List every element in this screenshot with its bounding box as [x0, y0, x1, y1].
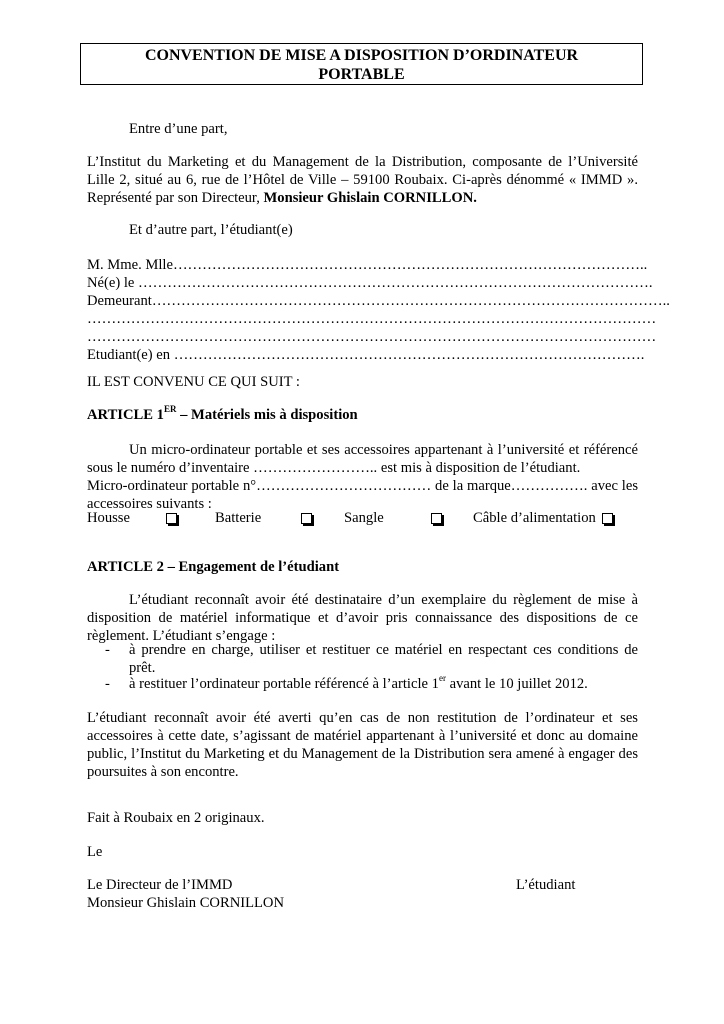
- second-party-intro: Et d’autre part, l’étudiant(e): [129, 222, 293, 238]
- document-title: [80, 43, 643, 85]
- article-1-text-line-1: Un micro-ordinateur portable et ses accessoires appartenant à l’université et référencé: [129, 442, 638, 458]
- article-2-text-line-3: règlement. L’étudiant s’engage :: [87, 628, 276, 644]
- field-address-line-2: ………………………………………………………………………………………………………: [87, 311, 657, 327]
- title-line-2: PORTABLE: [318, 66, 405, 83]
- title-line-1: CONVENTION DE MISE A DISPOSITION D’ORDINATEUR: [144, 47, 579, 64]
- field-address-line-3: ………………………………………………………………………………………………………: [87, 329, 657, 345]
- bullet-1-line-2: prêt.: [129, 660, 156, 676]
- institute-line-1: L’Institut du Marketing et du Management de la Distribution, composante de l’Université: [87, 154, 638, 170]
- director-signature-name: Monsieur Ghislain CORNILLON: [87, 895, 285, 911]
- article-2-para-2-line-1: L’étudiant reconnaît avoir été averti qu’en cas de non restitution de l’ordinateur et ses: [87, 710, 638, 726]
- accessory-housse: [87, 509, 130, 527]
- article-2-para-2-line-2: accessoires à cette date, s’agissant de matériel appartenant à l’université et donc au domaine: [87, 728, 638, 744]
- agreement-statement: IL EST CONVENU CE QUI SUIT :: [87, 374, 300, 390]
- bullet-2: à restituer l’ordinateur portable référencé à l’article 1er avant le 10 juillet 2012.: [129, 673, 588, 692]
- accessory-batterie-label: Batterie: [215, 510, 262, 526]
- institute-line-2: Lille 2, situé au 6, rue de l’Hôtel de Ville – 59100 Roubaix. Ci-après dénommé « IMMD ».: [87, 172, 638, 188]
- student-signature-label: L’étudiant: [516, 877, 576, 893]
- article-1-text-line-3: Micro-ordinateur portable n°……………………………… de la marque……………. avec les: [87, 478, 638, 494]
- accessory-housse-label: Housse: [87, 510, 130, 526]
- director-title: Le Directeur de l’IMMD: [87, 877, 233, 893]
- article-2-text-line-1: L’étudiant reconnaît avoir été destinataire d’un exemplaire du règlement de mise à: [129, 592, 638, 608]
- director-name-bold: Monsieur Ghislain CORNILLON.: [263, 190, 477, 206]
- accessory-sangle-label: Sangle: [344, 510, 384, 526]
- first-party-intro: Entre d’une part,: [129, 121, 228, 137]
- article-1-text-line-4: accessoires suivants :: [87, 496, 212, 512]
- bullet-dash-2: -: [105, 676, 110, 692]
- bullet-2-superscript: er: [438, 673, 446, 684]
- institute-representative: [87, 189, 638, 207]
- article-2-text-line-2: disposition de matériel informatique et d’avoir pris connaissance des dispositions de ce: [87, 610, 638, 626]
- accessory-cable-label: Câble d’alimentation: [473, 510, 596, 526]
- article-2-para-2-line-3: public, l’Institut du Marketing et du Management de la Distribution sera amené à engager des: [87, 746, 638, 762]
- article-2-heading: ARTICLE 2 – Engagement de l’étudiant: [87, 559, 340, 575]
- article-1-heading: ARTICLE 1ER – Matériels mis à disposition: [87, 404, 358, 423]
- accessory-cable: [473, 509, 596, 527]
- bullet-1-line-1: à prendre en charge, utiliser et restituer ce matériel en respectant ces conditions de: [129, 642, 638, 658]
- cable-checkbox[interactable]: [602, 513, 613, 524]
- article-1-superscript: ER: [163, 404, 177, 415]
- field-address: Demeurant……………………………………………………………………………………………..: [87, 293, 670, 309]
- representative-prefix: Représenté par son Directeur,: [87, 190, 264, 206]
- date-field: Le: [87, 844, 103, 860]
- article-2-para-2-line-4: poursuites à son encontre.: [87, 764, 239, 780]
- place-statement: Fait à Roubaix en 2 originaux.: [87, 810, 265, 826]
- bullet-dash-1: -: [105, 642, 110, 658]
- accessory-sangle: [344, 509, 384, 527]
- housse-checkbox[interactable]: [166, 513, 177, 524]
- batterie-checkbox[interactable]: [301, 513, 312, 524]
- field-study-program: Etudiant(e) en …………………………………………………………………………………….: [87, 347, 645, 363]
- field-name: M. Mme. Mlle……………………………………………………………………………………..: [87, 257, 648, 273]
- field-birth-date: Né(e) le …………………………………………………………………………………………….: [87, 275, 653, 291]
- article-1-text-line-2: sous le numéro d’inventaire …………………….. est mis à disposition de l’étudiant.: [87, 460, 581, 476]
- sangle-checkbox[interactable]: [431, 513, 442, 524]
- accessory-batterie: [215, 509, 261, 527]
